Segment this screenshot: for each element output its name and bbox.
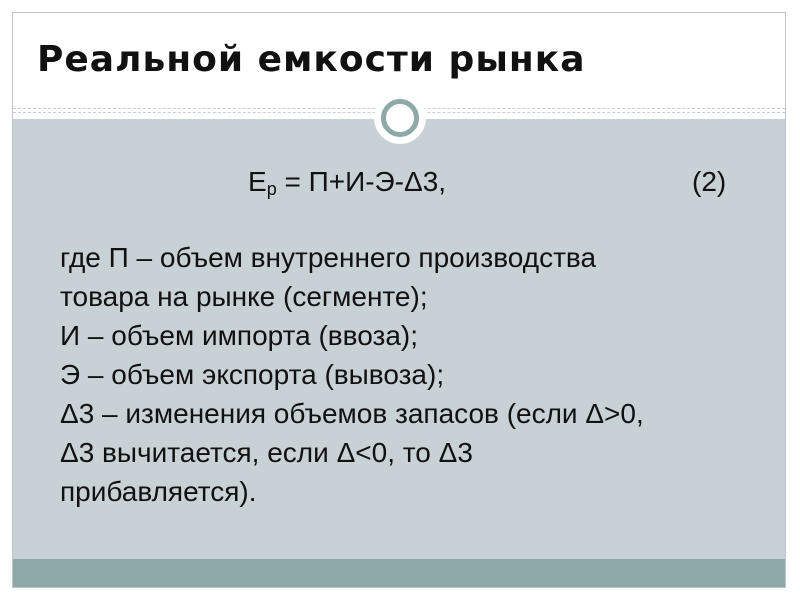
definition-line: И – объем импорта (ввоза); — [60, 320, 419, 351]
definition-line: Δ3 вычитается, если Δ<0, то Δ3 — [60, 437, 473, 468]
circle-ornament-icon — [374, 92, 426, 144]
definition-line: где П – объем внутреннего производства — [60, 242, 597, 273]
definition-line: товара на рынке (сегменте); — [60, 281, 428, 312]
definition-line: Δ3 – изменения объемов запасов (если Δ>0, — [60, 398, 644, 429]
slide-title: Реальной емкости рынка — [37, 39, 586, 80]
equation-number: (2) — [692, 166, 727, 197]
formula-subscript: р — [266, 179, 277, 199]
definitions-text — [60, 238, 760, 511]
definition-line: Э – объем экспорта (вывоза); — [60, 359, 445, 390]
formula-rhs: = П+И-Э-Δ3, — [276, 166, 447, 197]
circle-ring — [381, 99, 419, 137]
bottom-accent-bar — [13, 559, 785, 587]
formula — [248, 166, 446, 200]
formula-lhs: Е — [248, 166, 267, 197]
definition-line: прибавляется). — [60, 476, 257, 507]
